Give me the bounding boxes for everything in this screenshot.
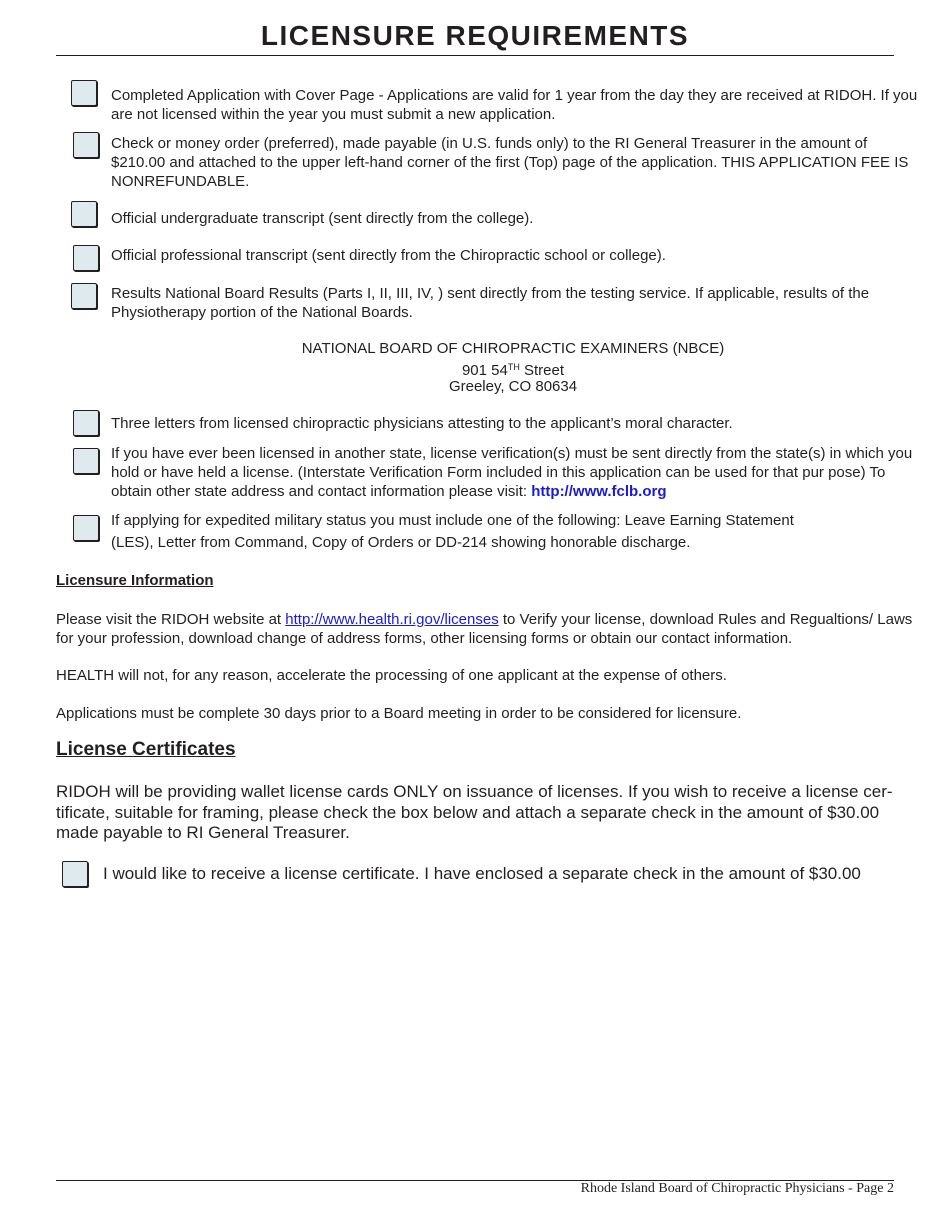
checkbox-undergrad-transcript[interactable] bbox=[71, 201, 97, 227]
nbce-street-suffix: TH bbox=[507, 362, 520, 372]
licensure-visit-paragraph bbox=[56, 610, 916, 648]
requirement-letters: Three letters from licensed chiropractic physicians attesting to the applicant’s moral character. bbox=[111, 415, 733, 432]
visit-prefix: Please visit the RIDOH website at bbox=[56, 611, 286, 628]
requirement-license-verification bbox=[111, 444, 921, 501]
deadline-paragraph: Applications must be complete 30 days prior to a Board meeting in order to be considered for licensure. bbox=[56, 705, 742, 722]
license-verification-text: If you have ever been licensed in another state, license verification(s) must be sent directly from the state(s) in which you hold or have held a license. (Interstate Verification Form included in this application can be used for that pur pose) To obtain other state address and contact information please visit: bbox=[111, 445, 913, 500]
certificates-body: RIDOH will be providing wallet license cards ONLY on issuance of licenses. If you wish to receive a license cer- tificate, suitable for framing, please check the box below and attach a separate check in the amount of $30.00 made payable to RI General Treasurer. bbox=[56, 782, 893, 842]
accelerate-paragraph: HEALTH will not, for any reason, accelerate the processing of one applicant at the expense of others. bbox=[56, 667, 727, 684]
nbce-name: NATIONAL BOARD OF CHIROPRACTIC EXAMINERS (NBCE) bbox=[301, 340, 725, 357]
checkbox-certificate[interactable] bbox=[62, 861, 88, 887]
requirement-military-line1: If applying for expedited military status you must include one of the following: Leave Earning Statement bbox=[111, 512, 794, 529]
nbce-street-number: 901 54 bbox=[461, 362, 508, 379]
checkbox-letters[interactable] bbox=[73, 410, 99, 436]
certificate-checkbox-label: I would like to receive a license certificate. I have enclosed a separate check in the amount of $30.00 bbox=[103, 864, 861, 883]
checkbox-professional-transcript[interactable] bbox=[73, 245, 99, 271]
nbce-city: Greeley, CO 80634 bbox=[448, 378, 578, 395]
certificates-heading: License Certificates bbox=[56, 739, 236, 760]
requirement-professional-transcript: Official professional transcript (sent directly from the Chiropractic school or college). bbox=[111, 247, 666, 264]
checkbox-board-results[interactable] bbox=[71, 283, 97, 309]
requirement-application: Completed Application with Cover Page - Applications are valid for 1 year from the day they are received at RIDOH. If you are not licensed within the year you must submit a new application. bbox=[111, 87, 918, 123]
checkbox-application[interactable] bbox=[71, 80, 97, 106]
nbce-street-name: Street bbox=[519, 362, 565, 379]
checkbox-military[interactable] bbox=[73, 515, 99, 541]
requirement-fee: Check or money order (preferred), made payable (in U.S. funds only) to the RI General Treasurer in the amount of $210.00 and attached to the upper left-hand corner of the first (Top) page of the application. THIS APPLICATION FEE IS NONREFUNDABLE. bbox=[111, 135, 909, 190]
page-footer: Rhode Island Board of Chiropractic Physicians - Page 2 bbox=[580, 1181, 894, 1196]
checkbox-fee[interactable] bbox=[73, 132, 99, 158]
requirement-undergrad-transcript: Official undergraduate transcript (sent directly from the college). bbox=[111, 210, 534, 227]
licensure-info-heading: Licensure Information bbox=[56, 572, 214, 589]
checkbox-license-verification[interactable] bbox=[73, 448, 99, 474]
requirement-board-results: Results National Board Results (Parts I, II, III, IV, ) sent directly from the testing service. If applicable, results of the Physiotherapy portion of the National Boards. bbox=[111, 285, 870, 321]
page-title: LICENSURE REQUIREMENTS bbox=[260, 20, 690, 51]
requirement-military-line2: (LES), Letter from Command, Copy of Orders or DD-214 showing honorable discharge. bbox=[111, 534, 691, 551]
fclb-link[interactable]: http://www.fclb.org bbox=[531, 483, 667, 500]
title-divider bbox=[56, 55, 894, 56]
visit-suffix: to Verify your license, download Rules and Regualtions/ Laws for your profession, download change of address forms, other licensing forms or obtain our contact information. bbox=[56, 611, 913, 647]
health-licenses-link[interactable]: http://www.health.ri.gov/licenses bbox=[285, 611, 499, 628]
